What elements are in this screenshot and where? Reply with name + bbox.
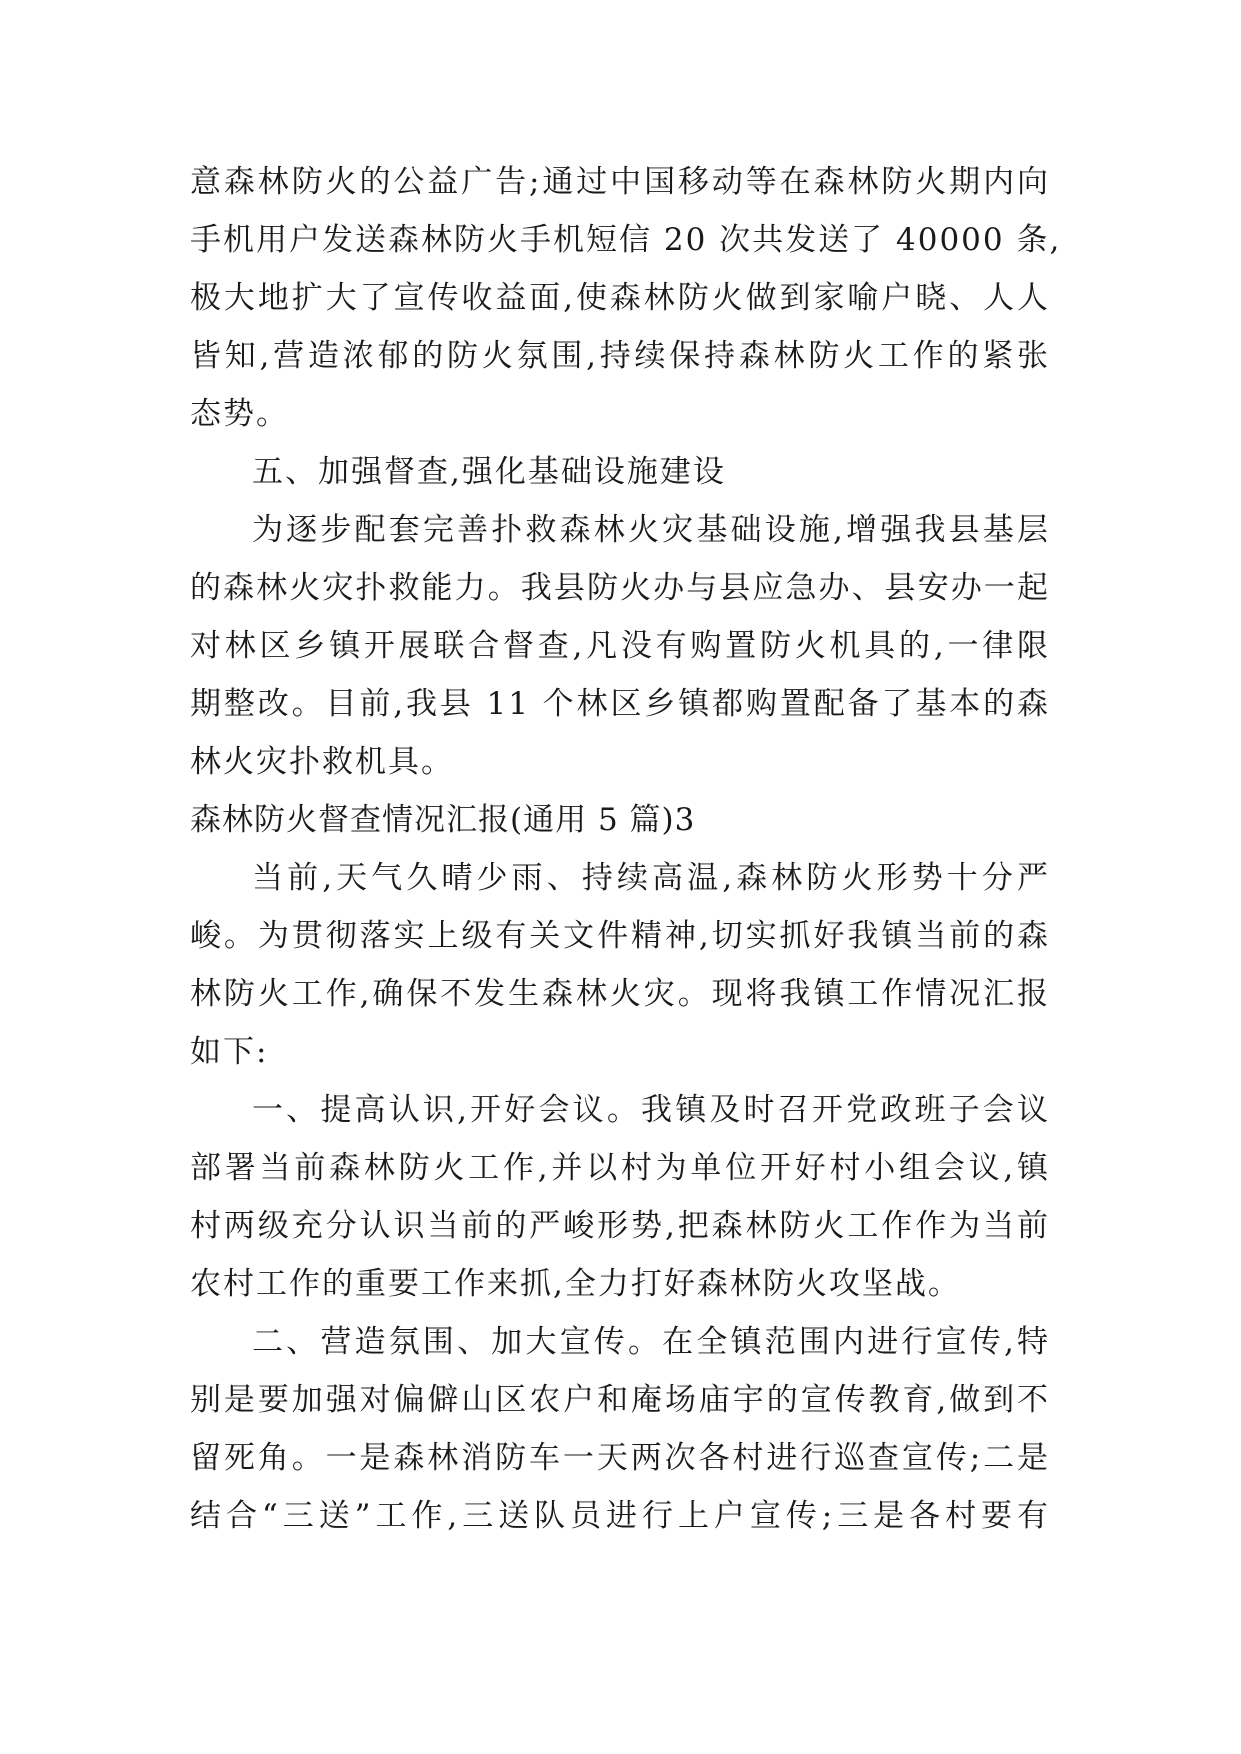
- text-line: 期整改。目前,我县 11 个林区乡镇都购置配备了基本的森: [190, 686, 1050, 722]
- text-line: 意森林防火的公益广告;通过中国移动等在森林防火期内向: [190, 164, 1050, 200]
- text-line: 留死角。一是森林消防车一天两次各村进行巡查宣传;二是: [190, 1440, 1050, 1476]
- text-line: 二、营造氛围、加大宣传。在全镇范围内进行宣传,特: [252, 1324, 1050, 1360]
- text-line: 态势。: [190, 396, 289, 432]
- text-line: 皆知,营造浓郁的防火氛围,持续保持森林防火工作的紧张: [190, 338, 1050, 374]
- document-title: 森林防火督查情况汇报(通用 5 篇)3: [190, 802, 696, 838]
- text-line: 别是要加强对偏僻山区农户和庵场庙宇的宣传教育,做到不: [190, 1382, 1050, 1418]
- text-line: 的森林火灾扑救能力。我县防火办与县应急办、县安办一起: [190, 570, 1050, 606]
- section-heading: 五、加强督查,强化基础设施建设: [252, 454, 726, 490]
- text-line: 部署当前森林防火工作,并以村为单位开好村小组会议,镇: [190, 1150, 1050, 1186]
- text-line: 林火灾扑救机具。: [190, 744, 454, 780]
- text-line: 峻。为贯彻落实上级有关文件精神,切实抓好我镇当前的森: [190, 918, 1050, 954]
- text-line: 极大地扩大了宣传收益面,使森林防火做到家喻户晓、人人: [190, 280, 1050, 316]
- text-line: 如下:: [190, 1034, 269, 1070]
- text-line: 农村工作的重要工作来抓,全力打好森林防火攻坚战。: [190, 1266, 961, 1302]
- text-line: 结合“三送”工作,三送队员进行上户宣传;三是各村要有: [190, 1498, 1050, 1534]
- document-body: [190, 153, 1062, 1545]
- text-line: 手机用户发送森林防火手机短信 20 次共发送了 40000 条,: [190, 222, 1062, 258]
- text-line: 对林区乡镇开展联合督查,凡没有购置防火机具的,一律限: [190, 628, 1050, 664]
- text-line: 当前,天气久晴少雨、持续高温,森林防火形势十分严: [252, 860, 1050, 896]
- text-line: 村两级充分认识当前的严峻形势,把森林防火工作作为当前: [190, 1208, 1050, 1244]
- text-line: 林防火工作,确保不发生森林火灾。现将我镇工作情况汇报: [190, 976, 1050, 1012]
- text-line: 为逐步配套完善扑救森林火灾基础设施,增强我县基层: [252, 512, 1050, 548]
- text-line: 一、提高认识,开好会议。我镇及时召开党政班子会议: [252, 1092, 1050, 1128]
